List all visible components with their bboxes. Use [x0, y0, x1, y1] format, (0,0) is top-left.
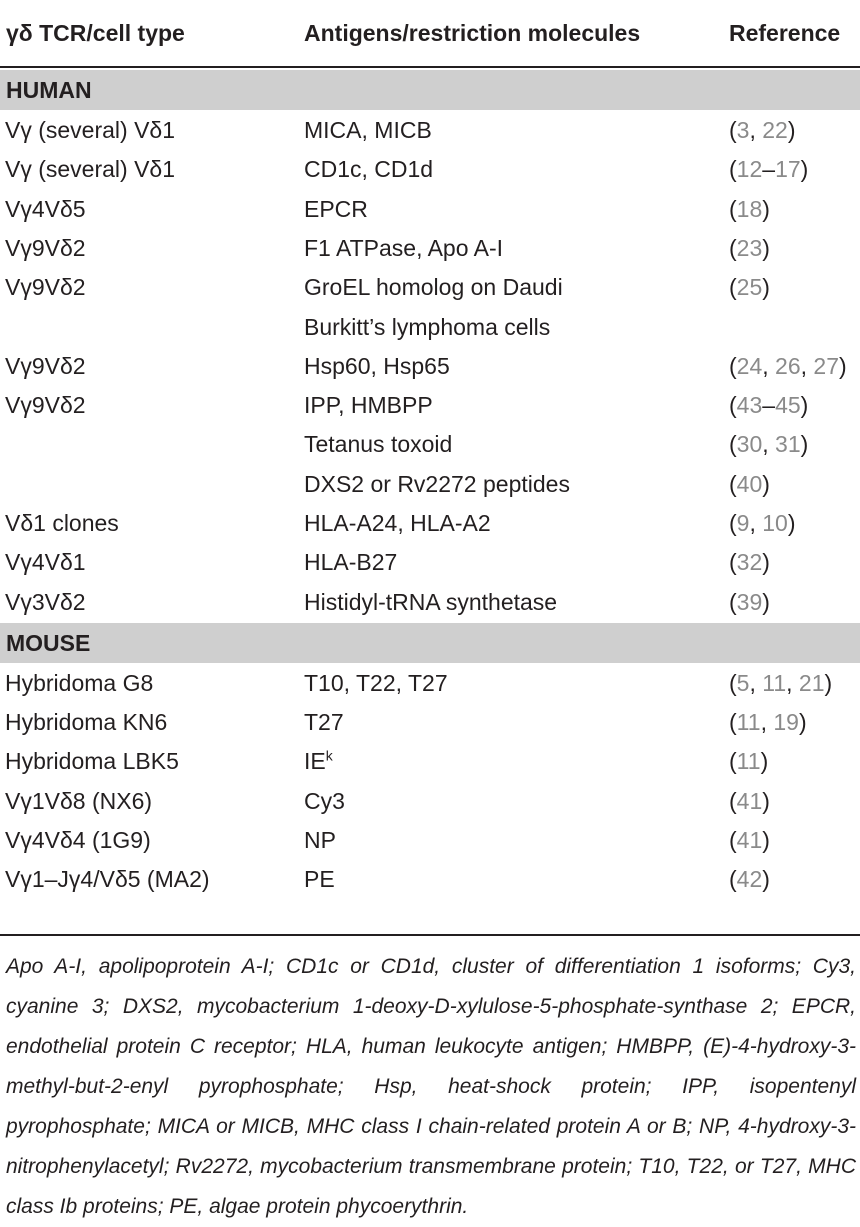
reference-link[interactable]: 25: [736, 274, 763, 300]
antigen-cell: [304, 268, 563, 307]
reference-link[interactable]: 5: [736, 670, 750, 696]
tcr-cell: Vγ4Vδ1: [5, 549, 86, 575]
reference-cell: (39): [729, 589, 770, 615]
reference-link[interactable]: 22: [762, 117, 788, 143]
reference-cell: (5, 11, 21): [729, 670, 833, 696]
reference-cell: (41): [729, 827, 770, 853]
tcr-cell: Vγ9Vδ2: [5, 392, 86, 418]
tcr-cell: Vγ (several) Vδ1: [5, 156, 176, 182]
antigen-cell: [304, 386, 433, 425]
antigen-cell: [304, 860, 335, 899]
antigen-text: HLA-B27: [304, 549, 398, 575]
section-title: MOUSE: [6, 629, 91, 656]
antigen-cell: [304, 664, 448, 703]
antigen-text: PE: [304, 866, 335, 892]
antigen-cell: [304, 111, 432, 150]
reference-link[interactable]: 41: [736, 827, 763, 853]
antigen-text: NP: [304, 827, 336, 853]
reference-cell: (24, 26, 27): [729, 353, 847, 379]
tcr-cell: Vγ9Vδ2: [5, 274, 86, 300]
table-row: [0, 504, 860, 543]
bottom-rule: [0, 934, 860, 936]
antigen-cell: [304, 308, 550, 347]
table-row: [0, 543, 860, 582]
tcr-cell: Hybridoma G8: [5, 670, 154, 696]
reference-cell: (23): [729, 235, 770, 261]
header-reference: Reference: [729, 20, 841, 46]
reference-link[interactable]: 39: [736, 589, 763, 615]
antigen-cell: [304, 347, 450, 386]
antigen-cell: [304, 465, 570, 504]
section-band: [0, 623, 860, 663]
tcr-cell: Vγ9Vδ2: [5, 235, 86, 261]
antigen-text: Tetanus toxoid: [304, 431, 453, 457]
antigen-text: Histidyl-tRNA synthetase: [304, 589, 558, 615]
table-row: [0, 821, 860, 860]
antigen-text: F1 ATPase, Apo A-I: [304, 235, 504, 261]
antigen-text: GroEL homolog on Daudi: [304, 274, 563, 300]
table-row: [0, 860, 860, 899]
section-band: [0, 70, 860, 110]
reference-link[interactable]: 42: [736, 866, 763, 892]
antigen-cell: [304, 543, 397, 582]
reference-link[interactable]: 30: [736, 431, 763, 457]
antigen-cell: [304, 821, 336, 860]
reference-cell: (43–45): [729, 392, 809, 418]
antigen-cell: [304, 190, 368, 229]
antigen-cell: [304, 150, 433, 189]
table-row: [0, 465, 860, 504]
table-footnote: Apo A-I, apolipoprotein A-I; CD1c or CD1d, cluster of differentiation 1 isoforms; Cy3, cyanine 3; DXS2, mycobacterium 1-deoxy-D-xylulose-5-phosphate-synthase 2; EPCR, endothelial protein C receptor; HLA, human leukocyte antigen; HMBPP, (E)-4-hydroxy-3-methyl-but-2-enyl pyrophosphate; Hsp, heat-shock protein; IPP, isopentenyl pyrophosphate; MICA or MICB, MHC class I chain-related protein A or B; NP, 4-hydroxy-3-nitrophenylacetyl; Rv2272, mycobacterium transmembrane protein; T10, T22, or T27, MHC class Ib proteins; PE, algae protein phycoerythrin.: [6, 955, 856, 1218]
reference-cell: (18): [729, 196, 770, 222]
tcr-cell: Vγ3Vδ2: [5, 589, 86, 615]
antigen-text: IPP, HMBPP: [304, 392, 433, 418]
reference-link[interactable]: 27: [813, 353, 840, 379]
header-tcr-cell-type: γδ TCR/cell type: [6, 20, 185, 46]
reference-link[interactable]: 19: [773, 709, 799, 735]
antigen-text: HLA-A24, HLA-A2: [304, 510, 491, 536]
reference-link[interactable]: 23: [736, 235, 763, 261]
table-row: [0, 664, 860, 703]
reference-link[interactable]: 31: [775, 431, 801, 457]
table-row: [0, 347, 860, 386]
tcr-cell: Vγ4Vδ4 (1G9): [5, 827, 151, 853]
table-row: [0, 308, 860, 347]
reference-link[interactable]: 9: [736, 510, 750, 536]
table-row: [0, 782, 860, 821]
reference-cell: (12–17): [729, 156, 809, 182]
reference-link[interactable]: 32: [736, 549, 763, 575]
table-row: [0, 703, 860, 742]
table-row: [0, 111, 860, 150]
antigen-text: CD1c, CD1d: [304, 156, 434, 182]
reference-link[interactable]: 12: [736, 156, 763, 182]
antigen-text: MICA, MICB: [304, 117, 432, 143]
reference-cell: (3, 22): [729, 117, 796, 143]
reference-cell: (11): [729, 748, 769, 774]
antigen-text: DXS2 or Rv2272 peptides: [304, 471, 570, 497]
table-row: [0, 386, 860, 425]
table-row: [0, 229, 860, 268]
antigen-cell: [304, 782, 345, 821]
tcr-cell: Vδ1 clones: [5, 510, 119, 536]
antigen-superscript: k: [325, 747, 333, 764]
antigen-text: EPCR: [304, 196, 368, 222]
reference-link[interactable]: 18: [736, 196, 763, 222]
tcr-cell: Vγ1Vδ8 (NX6): [5, 788, 153, 814]
antigen-cell: [304, 425, 452, 464]
reference-link[interactable]: 45: [775, 392, 801, 418]
table-row: [0, 150, 860, 189]
tcr-cell: Vγ (several) Vδ1: [5, 117, 176, 143]
tcr-cell: Hybridoma KN6: [5, 709, 168, 735]
reference-link[interactable]: 10: [762, 510, 788, 536]
reference-link[interactable]: 21: [798, 670, 825, 696]
tcr-cell: Vγ1–Jγ4/Vδ5 (MA2): [5, 866, 210, 892]
antigen-text: Cy3: [304, 788, 345, 814]
tcr-cell: Vγ9Vδ2: [5, 353, 86, 379]
reference-link[interactable]: 17: [775, 156, 801, 182]
reference-cell: (41): [729, 788, 770, 814]
header-antigens: Antigens/restriction molecules: [304, 20, 641, 46]
antigen-text: T27: [304, 709, 344, 735]
antigen-cell: [304, 229, 503, 268]
reference-link[interactable]: 11: [762, 670, 787, 696]
antigen-cell: [304, 504, 491, 543]
reference-cell: (32): [729, 549, 770, 575]
table-row: [0, 425, 860, 464]
reference-cell: (42): [729, 866, 770, 892]
reference-cell: (40): [729, 471, 770, 497]
table-row: [0, 268, 860, 307]
antigen-text: Burkitt’s lymphoma cells: [304, 314, 551, 340]
antigen-text: Hsp60, Hsp65: [304, 353, 450, 379]
reference-link[interactable]: 11: [736, 748, 761, 774]
table-row: [0, 190, 860, 229]
reference-link[interactable]: 41: [736, 788, 763, 814]
antigen-cell: [304, 742, 333, 781]
reference-cell: (11, 19): [729, 709, 807, 735]
reference-link[interactable]: 3: [736, 117, 750, 143]
reference-cell: (25): [729, 274, 770, 300]
reference-link[interactable]: 26: [775, 353, 801, 379]
reference-link[interactable]: 11: [736, 709, 761, 735]
antigen-text: IE: [304, 748, 326, 774]
table-row: [0, 742, 860, 781]
reference-cell: (30, 31): [729, 431, 809, 457]
section-title: HUMAN: [6, 77, 92, 103]
tcr-cell: Hybridoma LBK5: [5, 748, 179, 774]
table-row: [0, 583, 860, 622]
reference-cell: (9, 10): [729, 510, 796, 536]
reference-link[interactable]: 40: [736, 471, 763, 497]
antigen-cell: [304, 703, 344, 742]
antigen-cell: [304, 583, 557, 622]
header-rule: [0, 66, 860, 68]
tcr-cell: Vγ4Vδ5: [5, 196, 86, 222]
reference-link[interactable]: 43: [736, 392, 763, 418]
reference-link[interactable]: 24: [736, 353, 763, 379]
antigen-text: T10, T22, T27: [304, 670, 448, 696]
